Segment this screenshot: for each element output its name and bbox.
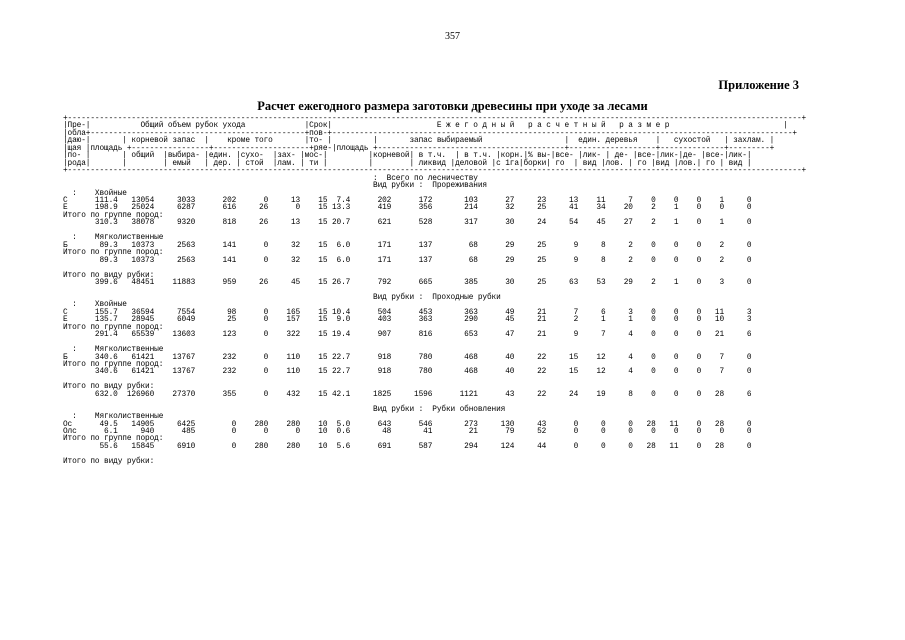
section-heading: : Всего по лесничеству (373, 174, 478, 183)
table-row: Олс 6.1 940 485 0 0 0 10 0.6 48 41 21 79 52 0 0 0 0 0 0 0 0 (63, 428, 752, 437)
header-line: |Пре-| Общий объем рубок ухода |Срок| Е ж е г о д н ы й р а с ч е т н ы й р а з м е р | (63, 122, 788, 131)
species-group-label: : Мягколиственные (72, 413, 164, 422)
header-line: |щая |площадь +-----------------+---------------------+ряе-|площадь +-----------------------------------------+-------------------+--------------+---------+ (63, 144, 775, 153)
cut-type-line: Вид рубки : Рубки обновления (373, 405, 506, 414)
species-group-label: : Хвойные (72, 301, 127, 310)
cut-total-label: Итого по виду рубки: (63, 457, 155, 466)
group-total-row: 89.3 10373 2563 141 0 32 15 6.0 171 137 68 29 25 9 8 2 0 0 0 2 0 (99, 256, 752, 265)
header-line: |обла+-----------------------------------------------+пов-+-----------------------------------------------------------------------------------------------------+ (63, 129, 797, 138)
header-line: +-----------------------------------------------------------------------------------------------------------------------------------------------------------------+ (63, 167, 807, 176)
document-title: Расчет ежегодного размера заготовки древесины при уходе за лесами (257, 99, 648, 113)
cut-total-row: 399.6 48451 11883 959 26 45 15 26.7 792 665 385 30 25 63 53 29 2 1 0 3 0 (94, 278, 752, 287)
header-line: |даю-| | корневой запас | кроме того |то- | | запас выбираемый | един. деревья | сухостой | захлам. | (63, 137, 775, 146)
header-line: |рода| | | емый | дер. | стой |лам. | ти | | | ликвид |деловой |с 1га|борки| го | вид |лов. | го |вид |лов.| го | вид | (63, 159, 752, 168)
table-row: С 155.7 36594 7554 98 0 165 15 10.4 504 453 363 49 21 7 6 3 0 0 0 11 3 (63, 308, 752, 317)
species-group-label: : Мягколиственные (72, 346, 164, 355)
group-total-row: 310.3 38078 9320 818 26 13 15 20.7 621 528 317 30 24 54 45 27 2 1 0 1 0 (94, 219, 752, 228)
table-header (63, 115, 806, 175)
table-row: Б 340.6 61421 13767 232 0 110 15 22.7 918 780 468 40 22 15 12 4 0 0 0 7 0 (63, 353, 752, 362)
table-body (63, 175, 751, 466)
header-line: +-----------------------------------------------------------------------------------------------------------------------------------------------------------------+ (63, 115, 807, 123)
table-row: Ос 49.5 14905 6425 0 280 280 10 5.0 643 546 273 130 43 0 0 0 28 11 0 28 0 (63, 420, 752, 429)
header-line: |по- | | общий |выбира- |един. |сухо- |зах- |мос-| |корневой| в т.ч. | в т.ч. |корн.|% вы-|все- |лик- | де- |все-|лик-|де- |все-|лик-| (63, 152, 752, 161)
cut-type-line: Вид рубки : Прореживания (373, 182, 487, 191)
group-total-label: Итого по группе пород: (63, 360, 164, 369)
table-row: Е 135.7 28945 6049 25 0 157 15 9.0 403 363 290 45 21 2 1 1 0 0 0 10 3 (63, 316, 752, 325)
table-row: Б 89.3 10373 2563 141 0 32 15 6.0 171 137 68 29 25 9 8 2 0 0 0 2 0 (63, 241, 752, 250)
group-total-row: 55.6 15845 6910 0 280 280 10 5.6 691 587 294 124 44 0 0 0 28 11 0 28 0 (99, 442, 752, 451)
group-total-row: 291.4 65539 13603 123 0 322 15 19.4 907 816 653 47 21 9 7 4 0 0 0 21 6 (94, 331, 752, 340)
species-group-label: : Хвойные (72, 189, 127, 198)
calculation-table (63, 116, 806, 466)
group-total-row: 340.6 61421 13767 232 0 110 15 22.7 918 780 468 40 22 15 12 4 0 0 0 7 0 (94, 368, 752, 377)
cut-total-row: 632.0 126960 27370 355 0 432 15 42.1 1825 1596 1121 43 22 24 19 8 0 0 0 28 6 (94, 390, 752, 399)
group-total-label: Итого по группе пород: (63, 211, 164, 220)
cut-total-label: Итого по виду рубки: (63, 271, 155, 280)
species-group-label: : Мягколиственные (72, 234, 164, 243)
page-number: 357 (445, 31, 460, 42)
group-total-label: Итого по группе пород: (63, 435, 164, 444)
appendix-label: Приложение 3 (718, 78, 799, 92)
table-row: Е 198.9 25024 6287 616 26 0 15 13.3 419 356 214 32 25 41 34 20 2 1 0 0 0 (63, 204, 752, 213)
cut-total-label: Итого по виду рубки: (63, 383, 155, 392)
table-row: С 111.4 13054 3033 202 0 13 15 7.4 202 172 103 27 23 13 11 7 0 0 0 1 0 (63, 196, 752, 205)
group-total-label: Итого по группе пород: (63, 323, 164, 332)
group-total-label: Итого по группе пород: (63, 249, 164, 258)
cut-type-line: Вид рубки : Проходные рубки (373, 293, 501, 302)
